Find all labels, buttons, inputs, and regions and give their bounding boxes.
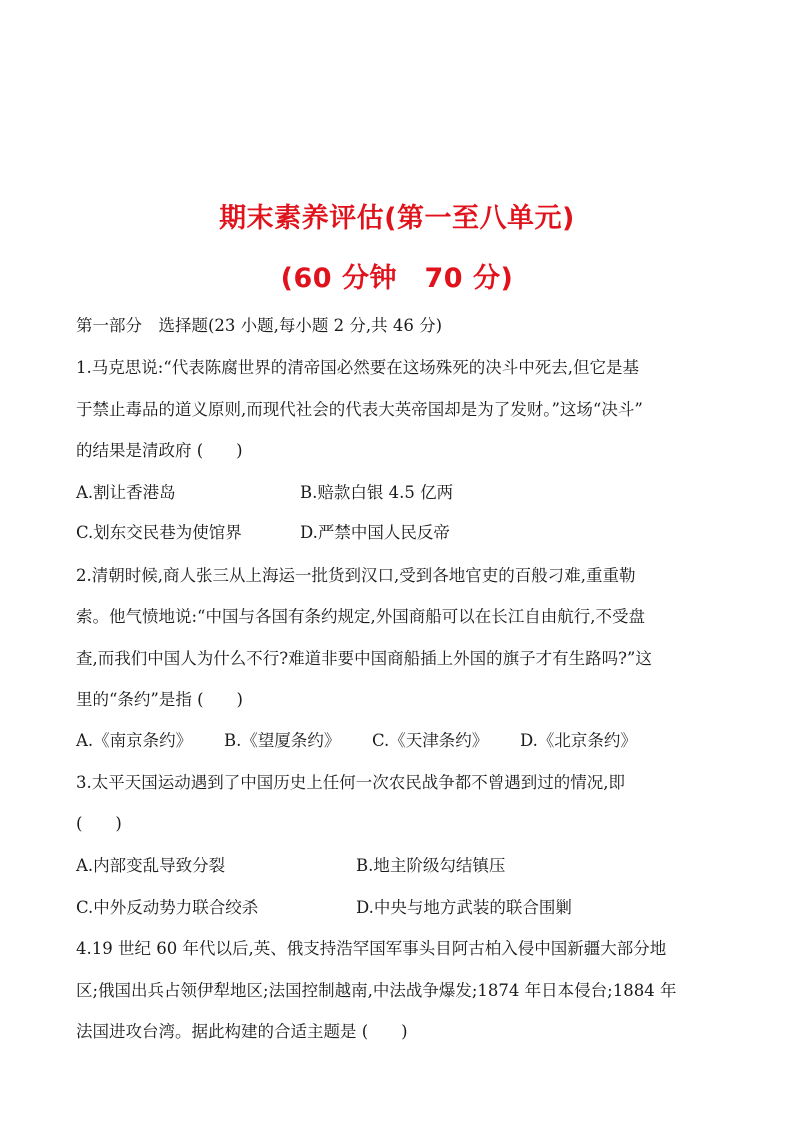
question-2-line-2: 索。他气愤地说:“中国与各国有条约规定,外国商船可以在长江自由航行,不受盘: [76, 607, 645, 626]
question-3-option-a: A.内部变乱导致分裂: [76, 856, 226, 875]
question-3-option-d: D.中央与地方武装的联合围剿: [356, 898, 572, 917]
question-3-line-1: 3.太平天国运动遇到了中国历史上任何一次农民战争都不曾遇到过的情况,即: [76, 773, 625, 792]
question-2-line-3: 查,而我们中国人为什么不行?难道非要中国商船插上外国的旗子才有生路吗?”这: [76, 649, 652, 668]
question-2-option-b: B.《望厦条约》: [224, 731, 341, 750]
question-1-line-3: 的结果是清政府 ( ): [76, 441, 243, 460]
question-1-option-a: A.割让香港岛: [76, 483, 176, 502]
question-2-line-1: 2.清朝时候,商人张三从上海运一批货到汉口,受到各地官吏的百般刁难,重重勒: [76, 566, 636, 585]
question-2-option-d: D.《北京条约》: [520, 731, 637, 750]
question-1-option-c: C.划东交民巷为使馆界: [76, 523, 242, 542]
question-4-line-2: 区;俄国出兵占领伊犁地区;法国控制越南,中法战争爆发;1874 年日本侵台;1884 年: [76, 981, 677, 1000]
question-2-line-4: 里的“条约”是指 ( ): [76, 690, 243, 709]
question-4-line-1: 4.19 世纪 60 年代以后,英、俄支持浩罕国军事头目阿古柏入侵中国新疆大部分地: [76, 939, 667, 958]
question-3-option-b: B.地主阶级勾结镇压: [356, 856, 506, 875]
question-1-line-2: 于禁止毒品的道义原则,而现代社会的代表大英帝国却是为了发财。”这场“决斗”: [76, 400, 643, 419]
question-1-option-d: D.严禁中国人民反帝: [300, 523, 450, 542]
question-4-line-3: 法国进攻台湾。据此构建的合适主题是 ( ): [76, 1022, 408, 1041]
exam-title: 期末素养评估(第一至八单元): [219, 203, 575, 234]
question-1-option-b: B.赔款白银 4.5 亿两: [300, 483, 454, 502]
section-heading: 第一部分 选择题(23 小题,每小题 2 分,共 46 分): [76, 316, 443, 335]
question-1-line-1: 1.马克思说:“代表陈腐世界的清帝国必然要在这场殊死的决斗中死去,但它是基: [76, 358, 639, 377]
question-2-option-c: C.《天津条约》: [372, 731, 489, 750]
question-2-option-a: A.《南京条约》: [76, 731, 193, 750]
exam-subtitle: (60 分钟 70 分): [280, 263, 514, 294]
question-3-option-c: C.中外反动势力联合绞杀: [76, 898, 259, 917]
question-3-line-2: ( ): [76, 814, 122, 833]
